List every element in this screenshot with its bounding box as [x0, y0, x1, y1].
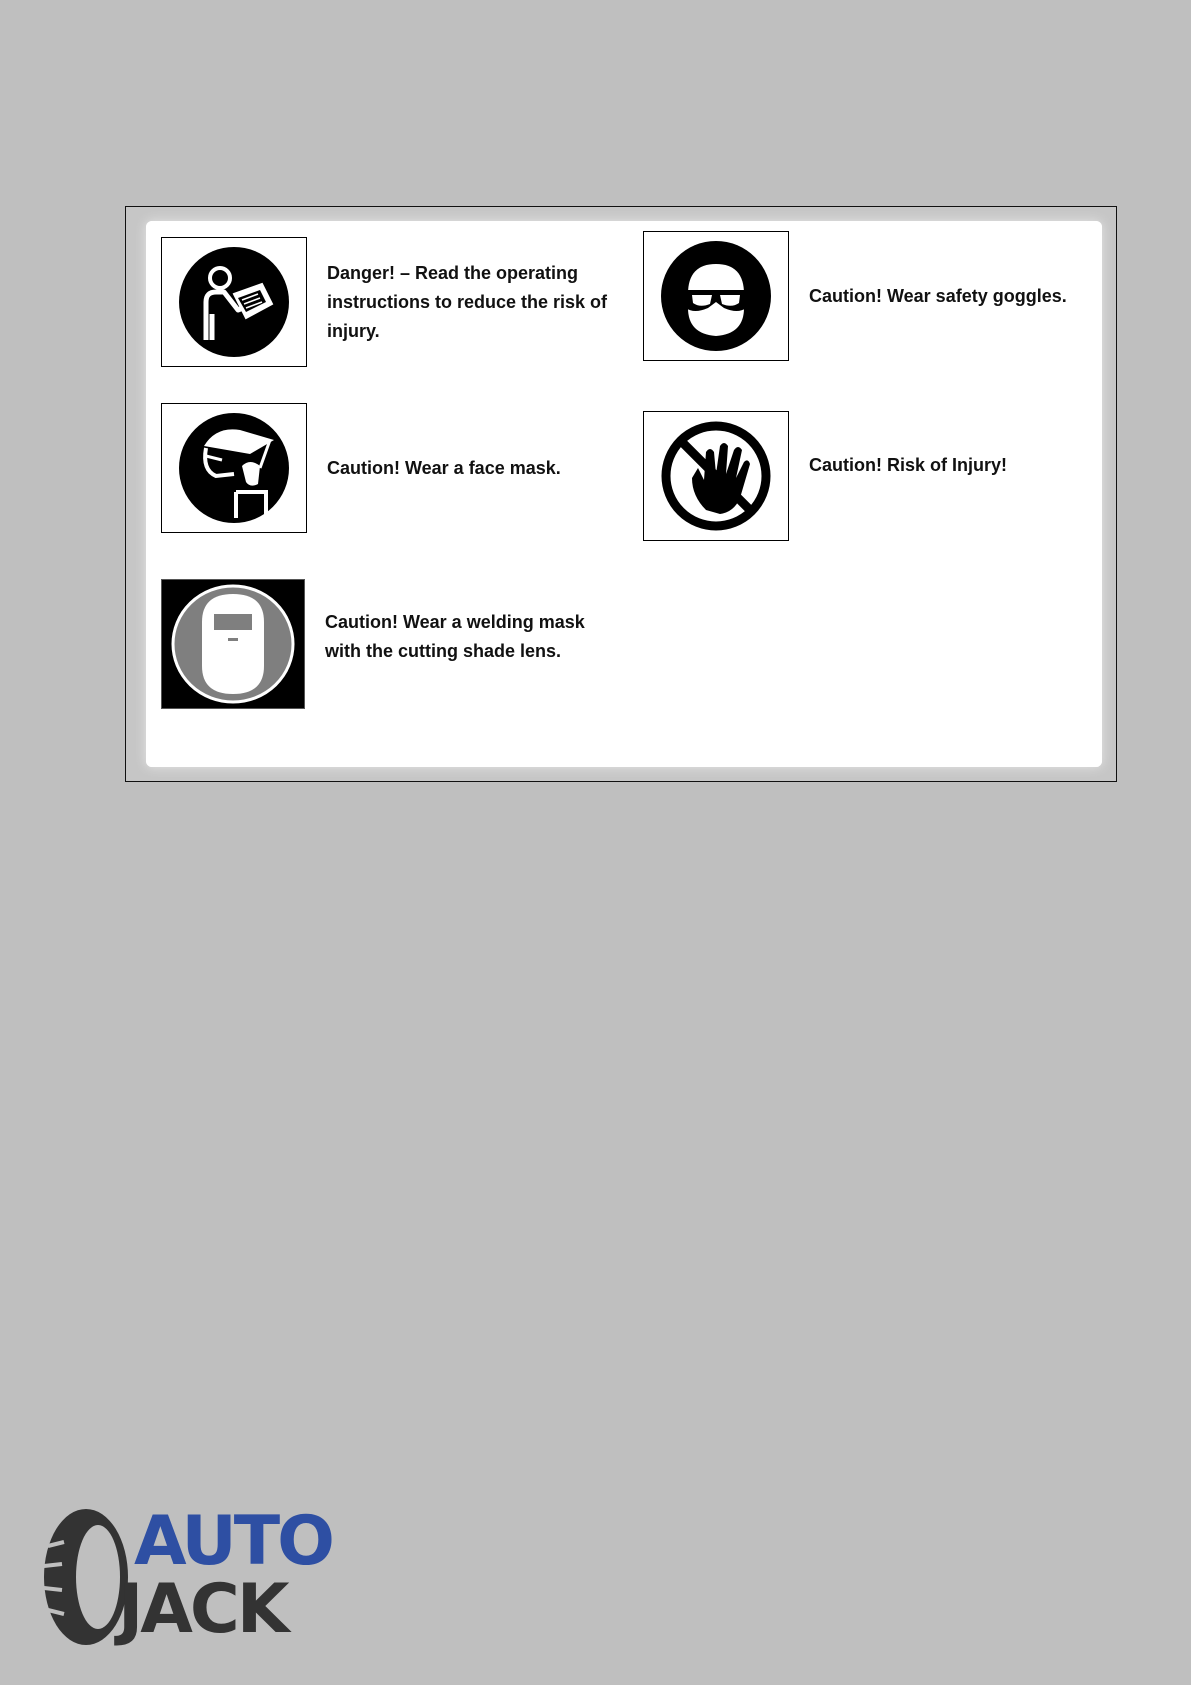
logo-text-jack: JACK — [118, 1570, 287, 1649]
safety-goggles-icon — [643, 231, 789, 361]
sign-face-mask — [161, 403, 561, 533]
sign-text-risk-of-injury: Caution! Risk of Injury! — [809, 454, 1007, 475]
sign-risk-of-injury — [643, 411, 1007, 541]
sign-safety-goggles — [643, 231, 1067, 361]
safety-signs-panel — [125, 206, 1117, 782]
sign-text-welding-mask: Caution! Wear a welding mask with the cutting shade lens. — [325, 612, 585, 661]
autojack-logo — [34, 1502, 334, 1649]
sign-text-face-mask: Caution! Wear a face mask. — [327, 457, 561, 478]
sign-read-manual — [161, 237, 617, 367]
sign-text-read-manual: Danger! – Read the operating instructions to reduce the risk of injury. — [327, 262, 608, 341]
logo-text-auto: AUTO — [134, 1502, 332, 1581]
sign-text-safety-goggles: Caution! Wear safety goggles. — [809, 285, 1067, 306]
sign-welding-mask — [161, 579, 615, 709]
read-manual-icon — [161, 237, 307, 367]
safety-signs-area — [146, 221, 1102, 767]
no-touch-icon — [643, 411, 789, 541]
face-mask-icon — [161, 403, 307, 533]
welding-mask-icon — [161, 579, 305, 709]
